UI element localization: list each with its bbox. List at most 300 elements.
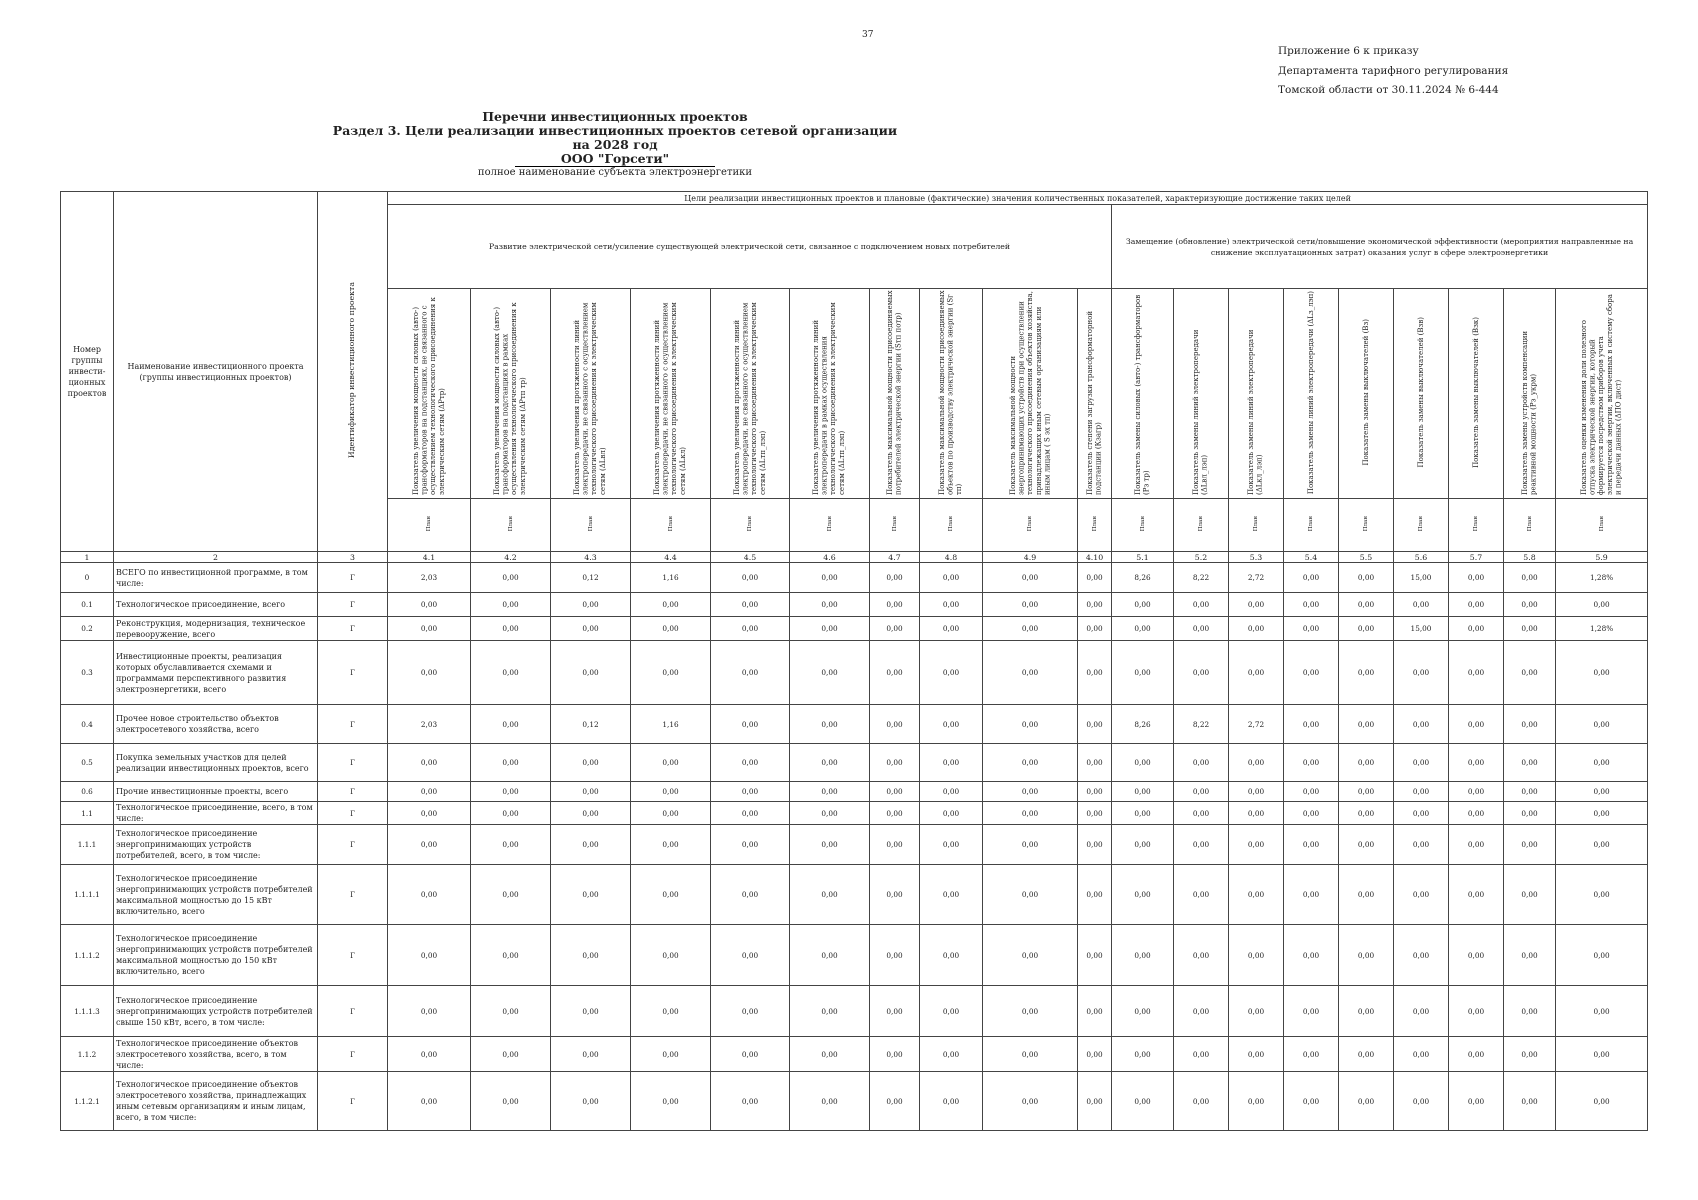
row-value: 0,00 bbox=[1078, 825, 1112, 865]
column-number: 4.2 bbox=[471, 552, 551, 563]
row-value: 0,00 bbox=[1078, 802, 1112, 825]
row-value: 0,00 bbox=[1504, 782, 1556, 802]
row-value: 0,00 bbox=[1229, 1037, 1284, 1072]
row-value: 0,00 bbox=[1394, 865, 1449, 925]
row-value: 0,00 bbox=[388, 617, 471, 641]
row-value: 0,00 bbox=[1339, 744, 1394, 782]
row-value: 0,00 bbox=[790, 617, 870, 641]
row-name: Прочее новое строительство объектов электросетевого хозяйства, всего bbox=[114, 705, 318, 744]
row-value: 0,00 bbox=[1504, 986, 1556, 1037]
indicator-header: Показатель увеличения протяженности линий электропередачи, не связанного с осуществлением технологического присоединения к электрическим сетям (ΔLтп_лэп) bbox=[711, 289, 790, 499]
row-value: 0,00 bbox=[983, 705, 1078, 744]
indicator-header: Показатель увеличения мощности силовых (авто-) трансформаторов на подстанциях в рамках осуществления технологического присоединения к электрическим сетям (ΔPтп тр) bbox=[471, 289, 551, 499]
row-id: Г bbox=[318, 617, 388, 641]
row-value: 0,00 bbox=[1112, 641, 1174, 705]
row-value: 0,00 bbox=[1078, 617, 1112, 641]
row-value: 0,00 bbox=[1449, 563, 1504, 593]
row-value: 0,00 bbox=[1339, 925, 1394, 986]
row-value: 0,00 bbox=[1229, 641, 1284, 705]
column-number: 5.3 bbox=[1229, 552, 1284, 563]
row-value: 0,00 bbox=[870, 563, 920, 593]
row-value: 0,00 bbox=[1556, 641, 1648, 705]
row-value: 0,00 bbox=[1449, 782, 1504, 802]
column-number: 4.10 bbox=[1078, 552, 1112, 563]
column-number: 4.8 bbox=[920, 552, 983, 563]
row-value: 0,00 bbox=[1504, 617, 1556, 641]
row-value: 0,00 bbox=[1449, 744, 1504, 782]
row-value: 0,00 bbox=[983, 593, 1078, 617]
row-value: 0,00 bbox=[711, 802, 790, 825]
row-value: 0,00 bbox=[471, 865, 551, 925]
plan-label: План bbox=[1174, 499, 1229, 552]
row-number: 1.1.1.3 bbox=[61, 986, 114, 1037]
row-value: 0,00 bbox=[1078, 641, 1112, 705]
row-value: 0,00 bbox=[1394, 593, 1449, 617]
row-value: 0,00 bbox=[471, 641, 551, 705]
indicator-header: Показатель замены выключателей (Взк) bbox=[1449, 289, 1504, 499]
row-value: 0,00 bbox=[1449, 925, 1504, 986]
row-value: 0,00 bbox=[1112, 865, 1174, 925]
indicator-header: Показатель замены выключателей (Вз) bbox=[1339, 289, 1394, 499]
row-value: 0,00 bbox=[1229, 617, 1284, 641]
plan-label: План bbox=[388, 499, 471, 552]
row-name: Технологическое присоединение энергопринимающих устройств потребителей максимальной мощностью до 15 кВт включительно, всего bbox=[114, 865, 318, 925]
column-number: 4.3 bbox=[551, 552, 631, 563]
row-number: 1.1.2.1 bbox=[61, 1072, 114, 1131]
row-value: 1,16 bbox=[631, 563, 711, 593]
row-value: 2,72 bbox=[1229, 705, 1284, 744]
row-value: 0,00 bbox=[1078, 1072, 1112, 1131]
table-row bbox=[61, 593, 1648, 617]
row-value: 0,00 bbox=[1112, 617, 1174, 641]
plan-label: План bbox=[920, 499, 983, 552]
table-row bbox=[61, 563, 1648, 593]
row-value: 0,00 bbox=[1556, 825, 1648, 865]
table-row bbox=[61, 865, 1648, 925]
row-value: 0,00 bbox=[1504, 641, 1556, 705]
row-name: ВСЕГО по инвестиционной программе, в том числе: bbox=[114, 563, 318, 593]
header-group-number: Номер группы инвести-ционных проектов bbox=[61, 192, 114, 552]
row-value: 0,00 bbox=[631, 782, 711, 802]
row-value: 0,00 bbox=[1078, 925, 1112, 986]
row-value: 0,00 bbox=[388, 825, 471, 865]
column-number: 4.1 bbox=[388, 552, 471, 563]
column-number: 4.5 bbox=[711, 552, 790, 563]
row-value: 2,72 bbox=[1229, 563, 1284, 593]
column-number: 2 bbox=[114, 552, 318, 563]
row-value: 0,00 bbox=[1504, 1037, 1556, 1072]
table-row bbox=[61, 1072, 1648, 1131]
row-value: 0,00 bbox=[983, 744, 1078, 782]
row-value: 0,00 bbox=[1229, 1072, 1284, 1131]
row-value: 0,00 bbox=[1449, 865, 1504, 925]
row-value: 0,00 bbox=[1556, 865, 1648, 925]
row-value: 0,00 bbox=[1174, 593, 1229, 617]
row-value: 0,00 bbox=[631, 1072, 711, 1131]
indicator-header: Показатель замены устройств компенсации реактивной мощности (Рз_укрм) bbox=[1504, 289, 1556, 499]
row-value: 0,00 bbox=[870, 802, 920, 825]
row-name: Технологическое присоединение объектов электросетевого хозяйства, всего, в том числе: bbox=[114, 1037, 318, 1072]
row-value: 0,00 bbox=[631, 925, 711, 986]
row-value: 0,00 bbox=[1174, 641, 1229, 705]
row-name: Технологическое присоединение энергопринимающих устройств потребителей, всего, в том числе: bbox=[114, 825, 318, 865]
row-value: 0,00 bbox=[1174, 617, 1229, 641]
row-number: 0.2 bbox=[61, 617, 114, 641]
row-id: Г bbox=[318, 641, 388, 705]
row-value: 0,00 bbox=[1174, 1072, 1229, 1131]
row-value: 0,00 bbox=[388, 1072, 471, 1131]
column-number: 5.2 bbox=[1174, 552, 1229, 563]
row-value: 0,00 bbox=[920, 825, 983, 865]
plan-label: План bbox=[551, 499, 631, 552]
row-name: Технологическое присоединение, всего bbox=[114, 593, 318, 617]
row-value: 0,00 bbox=[471, 802, 551, 825]
row-value: 0,00 bbox=[1339, 802, 1394, 825]
row-value: 0,00 bbox=[870, 641, 920, 705]
row-value: 0,00 bbox=[870, 986, 920, 1037]
column-number: 1 bbox=[61, 552, 114, 563]
row-value: 0,00 bbox=[471, 925, 551, 986]
row-id: Г bbox=[318, 1037, 388, 1072]
row-value: 0,00 bbox=[1112, 782, 1174, 802]
row-value: 0,00 bbox=[711, 865, 790, 925]
row-value: 0,00 bbox=[790, 744, 870, 782]
plan-label: План bbox=[1504, 499, 1556, 552]
indicator-header: Показатель замены линий электропередачи (ΔLвл_лэп) bbox=[1174, 289, 1229, 499]
row-value: 0,00 bbox=[983, 802, 1078, 825]
row-value: 0,00 bbox=[1556, 1072, 1648, 1131]
plan-label: План bbox=[870, 499, 920, 552]
row-value: 0,00 bbox=[983, 925, 1078, 986]
row-value: 0,00 bbox=[920, 925, 983, 986]
row-value: 0,00 bbox=[1284, 705, 1339, 744]
row-value: 8,26 bbox=[1112, 563, 1174, 593]
row-value: 2,03 bbox=[388, 705, 471, 744]
row-value: 0,00 bbox=[711, 986, 790, 1037]
row-value: 0,00 bbox=[1394, 641, 1449, 705]
row-value: 0,00 bbox=[1449, 986, 1504, 1037]
row-value: 0,00 bbox=[1078, 865, 1112, 925]
row-id: Г bbox=[318, 986, 388, 1037]
row-value: 0,00 bbox=[1112, 925, 1174, 986]
row-value: 0,00 bbox=[1339, 782, 1394, 802]
plan-label: План bbox=[1339, 499, 1394, 552]
row-number: 1.1.2 bbox=[61, 1037, 114, 1072]
row-value: 0,00 bbox=[920, 593, 983, 617]
row-number: 0 bbox=[61, 563, 114, 593]
row-value: 0,00 bbox=[388, 925, 471, 986]
indicator-header: Показатель увеличения протяженности линий электропередачи, не связанного с осуществлением технологического присоединения к электрическим сетям (ΔLвл) bbox=[551, 289, 631, 499]
table-row bbox=[61, 986, 1648, 1037]
row-value: 0,00 bbox=[1078, 593, 1112, 617]
header-project-id: Идентификатор инвестиционного проекта bbox=[318, 192, 388, 552]
row-value: 0,00 bbox=[920, 802, 983, 825]
column-number: 5.8 bbox=[1504, 552, 1556, 563]
row-value: 0,00 bbox=[790, 641, 870, 705]
row-value: 0,00 bbox=[1339, 593, 1394, 617]
row-value: 0,00 bbox=[471, 1037, 551, 1072]
row-value: 0,00 bbox=[631, 802, 711, 825]
row-value: 0,00 bbox=[388, 865, 471, 925]
row-value: 0,00 bbox=[790, 593, 870, 617]
row-value: 0,00 bbox=[1504, 802, 1556, 825]
row-value: 0,00 bbox=[870, 865, 920, 925]
row-value: 0,00 bbox=[1229, 986, 1284, 1037]
table-body bbox=[61, 563, 1648, 1131]
row-value: 0,00 bbox=[711, 1072, 790, 1131]
row-value: 0,00 bbox=[983, 1072, 1078, 1131]
row-name: Инвестиционные проекты, реализация которых обуславливается схемами и программами перспективного развития электроэнергетики, всего bbox=[114, 641, 318, 705]
row-value: 0,00 bbox=[711, 1037, 790, 1072]
row-value: 0,00 bbox=[1229, 593, 1284, 617]
table-row bbox=[61, 617, 1648, 641]
table-row bbox=[61, 825, 1648, 865]
row-value: 0,00 bbox=[1394, 825, 1449, 865]
row-value: 0,00 bbox=[471, 986, 551, 1037]
row-value: 0,00 bbox=[1449, 802, 1504, 825]
row-value: 0,00 bbox=[1112, 593, 1174, 617]
row-value: 0,00 bbox=[1394, 802, 1449, 825]
row-value: 0,00 bbox=[920, 1037, 983, 1072]
row-value: 0,00 bbox=[790, 802, 870, 825]
row-value: 0,00 bbox=[1449, 705, 1504, 744]
row-value: 0,00 bbox=[920, 865, 983, 925]
row-value: 0,00 bbox=[1229, 802, 1284, 825]
row-value: 0,00 bbox=[551, 925, 631, 986]
column-number: 5.9 bbox=[1556, 552, 1648, 563]
row-id: Г bbox=[318, 825, 388, 865]
row-value: 0,00 bbox=[1078, 1037, 1112, 1072]
indicator-header: Показатель замены выключателей (Взв) bbox=[1394, 289, 1449, 499]
row-value: 0,00 bbox=[551, 782, 631, 802]
column-number: 5.6 bbox=[1394, 552, 1449, 563]
row-value: 0,00 bbox=[388, 802, 471, 825]
row-number: 1.1 bbox=[61, 802, 114, 825]
row-value: 0,00 bbox=[631, 744, 711, 782]
row-value: 0,00 bbox=[551, 641, 631, 705]
row-value: 0,00 bbox=[1339, 705, 1394, 744]
indicator-header: Показатель максимальной мощности энергопринимающих устройств при осуществлении технологического присоединения объектов хозяйства, принадлежащих иным сетевым организациям или иным лицам ( S эх тп) bbox=[983, 289, 1078, 499]
row-value: 0,00 bbox=[551, 744, 631, 782]
row-value: 0,00 bbox=[920, 782, 983, 802]
row-value: 0,00 bbox=[551, 593, 631, 617]
row-value: 0,00 bbox=[1229, 825, 1284, 865]
indicator-header: Показатель оценки изменения доли полезного отпуска электрической энергии, который формируется посредством приборов учета электрической энергии, включенных в систему сбора и передачи данных (ΔПО дист) bbox=[1556, 289, 1648, 499]
row-id: Г bbox=[318, 744, 388, 782]
row-value: 0,00 bbox=[1394, 986, 1449, 1037]
row-value: 0,00 bbox=[1394, 925, 1449, 986]
row-value: 0,00 bbox=[1556, 782, 1648, 802]
plan-label: План bbox=[631, 499, 711, 552]
row-value: 0,00 bbox=[983, 782, 1078, 802]
row-value: 0,00 bbox=[551, 802, 631, 825]
row-name: Покупка земельных участков для целей реализации инвестиционных проектов, всего bbox=[114, 744, 318, 782]
appendix-note bbox=[1278, 42, 1508, 101]
row-value: 0,00 bbox=[1284, 825, 1339, 865]
row-value: 0,00 bbox=[1504, 705, 1556, 744]
row-value: 0,00 bbox=[1556, 925, 1648, 986]
row-value: 0,00 bbox=[471, 825, 551, 865]
header-project-name: Наименование инвестиционного проекта (группы инвестиционных проектов) bbox=[114, 192, 318, 552]
row-value: 0,00 bbox=[1174, 782, 1229, 802]
row-value: 0,00 bbox=[631, 617, 711, 641]
column-number: 5.5 bbox=[1339, 552, 1394, 563]
row-value: 0,00 bbox=[983, 617, 1078, 641]
plan-label: План bbox=[1394, 499, 1449, 552]
row-value: 1,16 bbox=[631, 705, 711, 744]
row-value: 0,00 bbox=[790, 782, 870, 802]
table-row bbox=[61, 744, 1648, 782]
row-value: 0,00 bbox=[631, 825, 711, 865]
row-name: Технологическое присоединение, всего, в том числе: bbox=[114, 802, 318, 825]
row-value: 0,00 bbox=[388, 744, 471, 782]
row-value: 8,22 bbox=[1174, 563, 1229, 593]
table-row bbox=[61, 641, 1648, 705]
row-value: 0,00 bbox=[711, 825, 790, 865]
column-number: 5.7 bbox=[1449, 552, 1504, 563]
row-value: 0,00 bbox=[1449, 593, 1504, 617]
header-goals: Цели реализации инвестиционных проектов и плановые (фактические) значения количественных показателей, характеризующие достижение таких целей bbox=[388, 192, 1648, 205]
row-value: 0,00 bbox=[1449, 641, 1504, 705]
row-value: 0,00 bbox=[983, 563, 1078, 593]
indicator-header: Показатель увеличения мощности силовых (авто-) трансформаторов на подстанциях, не связанного с осуществлением технологического присоединения к электрическим сетям (ΔPтр) bbox=[388, 289, 471, 499]
row-value: 0,00 bbox=[1174, 802, 1229, 825]
title-line-1: Перечни инвестиционных проектов bbox=[482, 109, 748, 124]
row-value: 0,00 bbox=[1339, 825, 1394, 865]
row-value: 0,00 bbox=[711, 641, 790, 705]
row-value: 0,00 bbox=[1174, 925, 1229, 986]
column-number: 3 bbox=[318, 552, 388, 563]
row-value: 0,00 bbox=[1284, 782, 1339, 802]
row-value: 0,00 bbox=[920, 744, 983, 782]
row-value: 0,00 bbox=[471, 593, 551, 617]
row-value: 0,00 bbox=[711, 744, 790, 782]
row-number: 0.4 bbox=[61, 705, 114, 744]
row-value: 0,00 bbox=[1339, 1072, 1394, 1131]
row-value: 0,00 bbox=[1229, 865, 1284, 925]
row-value: 0,00 bbox=[1339, 1037, 1394, 1072]
row-value: 0,00 bbox=[870, 925, 920, 986]
row-value: 0,00 bbox=[1449, 617, 1504, 641]
row-value: 0,00 bbox=[1339, 563, 1394, 593]
row-value: 0,00 bbox=[1394, 705, 1449, 744]
indicator-header: Показатель степени загрузки трансформаторной подстанции (Кзагр) bbox=[1078, 289, 1112, 499]
row-name: Технологическое присоединение объектов электросетевого хозяйства, принадлежащих иным сетевым организациям и иным лицам, всего, в том числе: bbox=[114, 1072, 318, 1131]
row-value: 0,00 bbox=[1284, 744, 1339, 782]
title-line-3: на 2028 год bbox=[572, 137, 658, 152]
column-number: 4.7 bbox=[870, 552, 920, 563]
appendix-line-1: Приложение 6 к приказу bbox=[1278, 45, 1419, 57]
column-number: 4.9 bbox=[983, 552, 1078, 563]
row-value: 0,00 bbox=[1339, 617, 1394, 641]
plan-label: План bbox=[711, 499, 790, 552]
appendix-line-3: Томской области от 30.11.2024 № 6-444 bbox=[1278, 84, 1499, 96]
row-value: 0,00 bbox=[1449, 1072, 1504, 1131]
row-value: 0,00 bbox=[1504, 593, 1556, 617]
row-value: 0,00 bbox=[1556, 705, 1648, 744]
row-id: Г bbox=[318, 563, 388, 593]
row-id: Г bbox=[318, 865, 388, 925]
row-value: 0,00 bbox=[551, 986, 631, 1037]
row-value: 0,00 bbox=[870, 593, 920, 617]
row-value: 0,00 bbox=[1556, 744, 1648, 782]
row-value: 0,00 bbox=[983, 825, 1078, 865]
row-value: 2,03 bbox=[388, 563, 471, 593]
row-value: 15,00 bbox=[1394, 563, 1449, 593]
row-value: 0,00 bbox=[1556, 802, 1648, 825]
plan-label: План bbox=[1112, 499, 1174, 552]
row-value: 0,00 bbox=[1229, 782, 1284, 802]
row-value: 0,00 bbox=[1504, 1072, 1556, 1131]
row-value: 0,00 bbox=[870, 1072, 920, 1131]
row-value: 0,00 bbox=[1174, 1037, 1229, 1072]
row-value: 0,00 bbox=[870, 825, 920, 865]
organization-caption: полное наименование субъекта электроэнергетики bbox=[477, 167, 753, 178]
row-value: 0,00 bbox=[790, 1072, 870, 1131]
appendix-line-2: Департамента тарифного регулирования bbox=[1278, 64, 1509, 77]
row-value: 0,00 bbox=[471, 617, 551, 641]
row-value: 0,00 bbox=[790, 705, 870, 744]
row-value: 0,00 bbox=[1078, 744, 1112, 782]
title-line-2: Раздел 3. Цели реализации инвестиционных проектов сетевой организации bbox=[332, 123, 898, 138]
row-value: 0,00 bbox=[1174, 865, 1229, 925]
row-value: 0,00 bbox=[1504, 925, 1556, 986]
row-value: 0,00 bbox=[1394, 1072, 1449, 1131]
row-value: 0,00 bbox=[790, 1037, 870, 1072]
row-value: 0,00 bbox=[1504, 744, 1556, 782]
document-title bbox=[300, 110, 930, 179]
row-name: Технологическое присоединение энергопринимающих устройств потребителей свыше 150 кВт, всего, в том числе: bbox=[114, 986, 318, 1037]
indicator-header: Показатель замены линий электропередачи (ΔLз_лэп) bbox=[1284, 289, 1339, 499]
row-value: 0,00 bbox=[711, 925, 790, 986]
row-value: 0,00 bbox=[1284, 802, 1339, 825]
row-value: 0,00 bbox=[388, 1037, 471, 1072]
row-value: 15,00 bbox=[1394, 617, 1449, 641]
row-value: 0,00 bbox=[388, 593, 471, 617]
row-value: 0,00 bbox=[790, 986, 870, 1037]
row-id: Г bbox=[318, 782, 388, 802]
row-number: 0.1 bbox=[61, 593, 114, 617]
plan-label: План bbox=[1284, 499, 1339, 552]
row-value: 0,00 bbox=[1174, 986, 1229, 1037]
row-value: 0,00 bbox=[1339, 865, 1394, 925]
row-value: 0,00 bbox=[388, 782, 471, 802]
row-value: 0,00 bbox=[983, 641, 1078, 705]
row-value: 0,00 bbox=[711, 563, 790, 593]
row-number: 0.5 bbox=[61, 744, 114, 782]
row-value: 0,00 bbox=[471, 1072, 551, 1131]
plan-label: План bbox=[1078, 499, 1112, 552]
row-value: 0,00 bbox=[1112, 825, 1174, 865]
row-value: 0,00 bbox=[1078, 563, 1112, 593]
row-value: 0,00 bbox=[631, 986, 711, 1037]
row-value: 1,28% bbox=[1556, 617, 1648, 641]
indicator-header: Показатель замены линий электропередачи (ΔLкл_лэп) bbox=[1229, 289, 1284, 499]
row-number: 0.3 bbox=[61, 641, 114, 705]
row-value: 0,00 bbox=[1339, 986, 1394, 1037]
row-value: 0,00 bbox=[388, 986, 471, 1037]
row-value: 0,00 bbox=[551, 617, 631, 641]
table-row bbox=[61, 925, 1648, 986]
row-value: 0,00 bbox=[1556, 1037, 1648, 1072]
table-row bbox=[61, 1037, 1648, 1072]
row-value: 0,00 bbox=[1449, 1037, 1504, 1072]
row-value: 0,00 bbox=[1112, 986, 1174, 1037]
row-value: 0,00 bbox=[1284, 865, 1339, 925]
plan-label: План bbox=[790, 499, 870, 552]
row-value: 0,00 bbox=[983, 1037, 1078, 1072]
row-value: 0,00 bbox=[711, 782, 790, 802]
